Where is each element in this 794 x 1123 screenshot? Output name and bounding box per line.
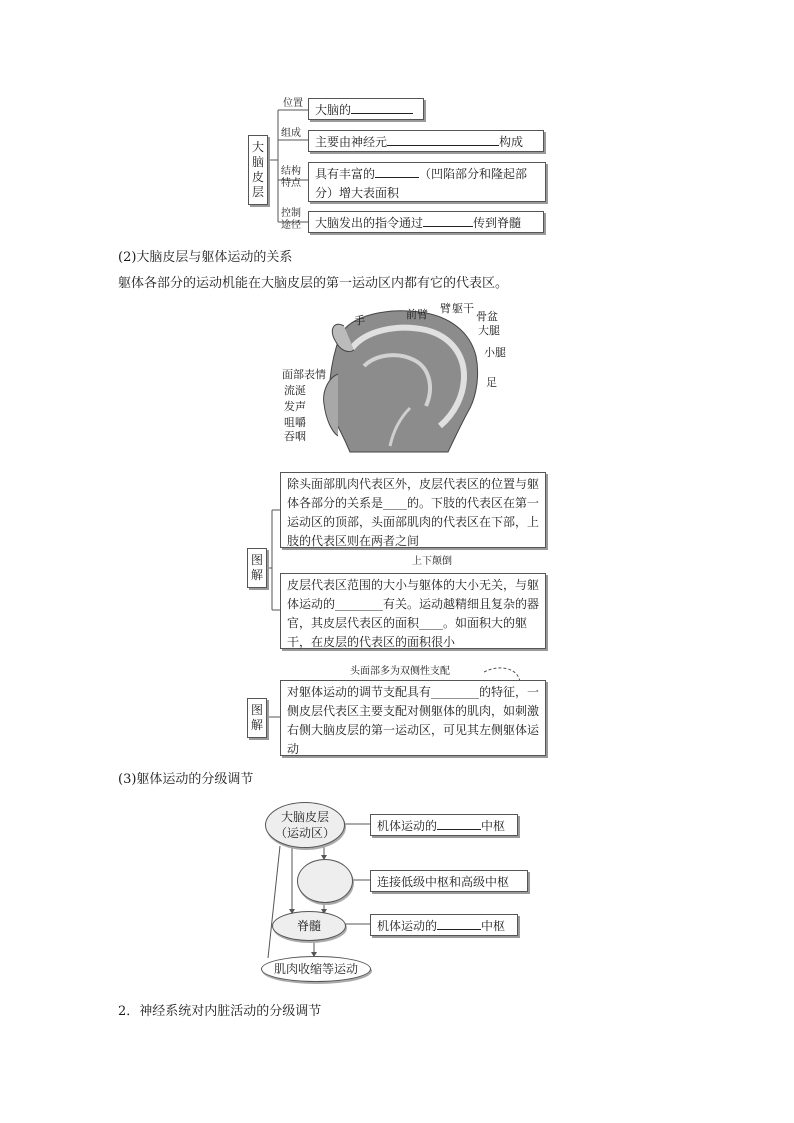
blank <box>437 917 481 930</box>
diagram1-box1: 除头面部肌肉代表区外，皮层代表区的位置与躯体各部分的关系是____的。下肢的代表区在第一运动区的顶部，头面部肌肉的代表区在下部，上肢的代表区则在两者之间 <box>280 472 546 548</box>
diagram1-note: 上下颠倒 <box>412 556 452 567</box>
node-muscle: 肌肉收缩等运动 <box>261 956 371 982</box>
blank <box>375 165 419 178</box>
label-face: 面部表情 <box>282 368 326 381</box>
label-foot: 足 <box>486 376 497 389</box>
label-chewing: 咀嚼 <box>284 416 306 429</box>
diagram1-label: 图解 <box>247 548 267 588</box>
row-label-position: 位置 <box>283 98 303 109</box>
composition-box: 主要由神经元 构成 <box>308 130 544 152</box>
row-label-control: 控制途径 <box>281 208 301 231</box>
structure-box: 具有丰富的 （凹陷部分和隆起部分）增大表面积 <box>308 162 546 202</box>
node-spinal: 脊髓 <box>272 911 346 941</box>
label-salivation: 流涎 <box>284 384 306 397</box>
row-label-structure: 结构特点 <box>281 166 301 189</box>
blank <box>351 101 413 114</box>
blank <box>387 133 499 146</box>
control-box: 大脑发出的指令通过 传到脊髓 <box>308 211 544 233</box>
label-hand: 手 <box>354 314 365 327</box>
diagram2-box: 对躯体运动的调节支配具有________的特征，一侧皮层代表区主要支配对侧躯体的肌肉，如刺激右侧大脑皮层的第一运动区，可见其左侧躯体运动 <box>280 680 546 756</box>
label-swallowing: 吞咽 <box>284 430 306 443</box>
section2-heading: (2)大脑皮层与躯体运动的关系 <box>118 250 293 265</box>
section3-heading: (3)躯体运动的分级调节 <box>118 772 254 787</box>
label-trunk: 躯干 <box>452 302 474 315</box>
label-arm: 臂 <box>440 302 451 315</box>
cortex-label: 大脑皮层 <box>248 135 268 205</box>
flow-box-top: 机体运动的 中枢 <box>370 814 518 836</box>
node-middle <box>297 859 353 903</box>
section2-intro: 躯体各部分的运动机能在大脑皮层的第一运动区内都有它的代表区。 <box>118 276 509 291</box>
flow-box-middle: 连接低级中枢和高级中枢 <box>370 870 528 892</box>
blank <box>437 817 481 830</box>
node-cortex <box>265 802 345 848</box>
label-thigh: 大腿 <box>478 324 500 337</box>
row-label-composition: 组成 <box>281 128 301 139</box>
flow-box-bottom: 机体运动的 中枢 <box>370 914 518 936</box>
position-box: 大脑的 <box>308 98 424 120</box>
label-forearm: 前臂 <box>406 308 428 321</box>
label-vocalization: 发声 <box>284 400 306 413</box>
diagram1-box2: 皮层代表区范围的大小与躯体的大小无关，与躯体运动的________有关。运动越精细且复杂的器官，其皮层代表区的面积____。如面积大的躯干，在皮层的代表区的面积很小 <box>280 573 546 649</box>
next-section-heading: 2．神经系统对内脏活动的分级调节 <box>118 1004 322 1019</box>
label-shank: 小腿 <box>484 346 506 359</box>
diagram2-label: 图解 <box>247 698 267 738</box>
label-pelvis: 骨盆 <box>476 310 498 323</box>
node-cortex-text: 大脑皮层 （运动区） <box>274 810 335 840</box>
blank <box>423 214 473 227</box>
diagram2-note: 头面部多为双侧性支配 <box>350 666 450 677</box>
